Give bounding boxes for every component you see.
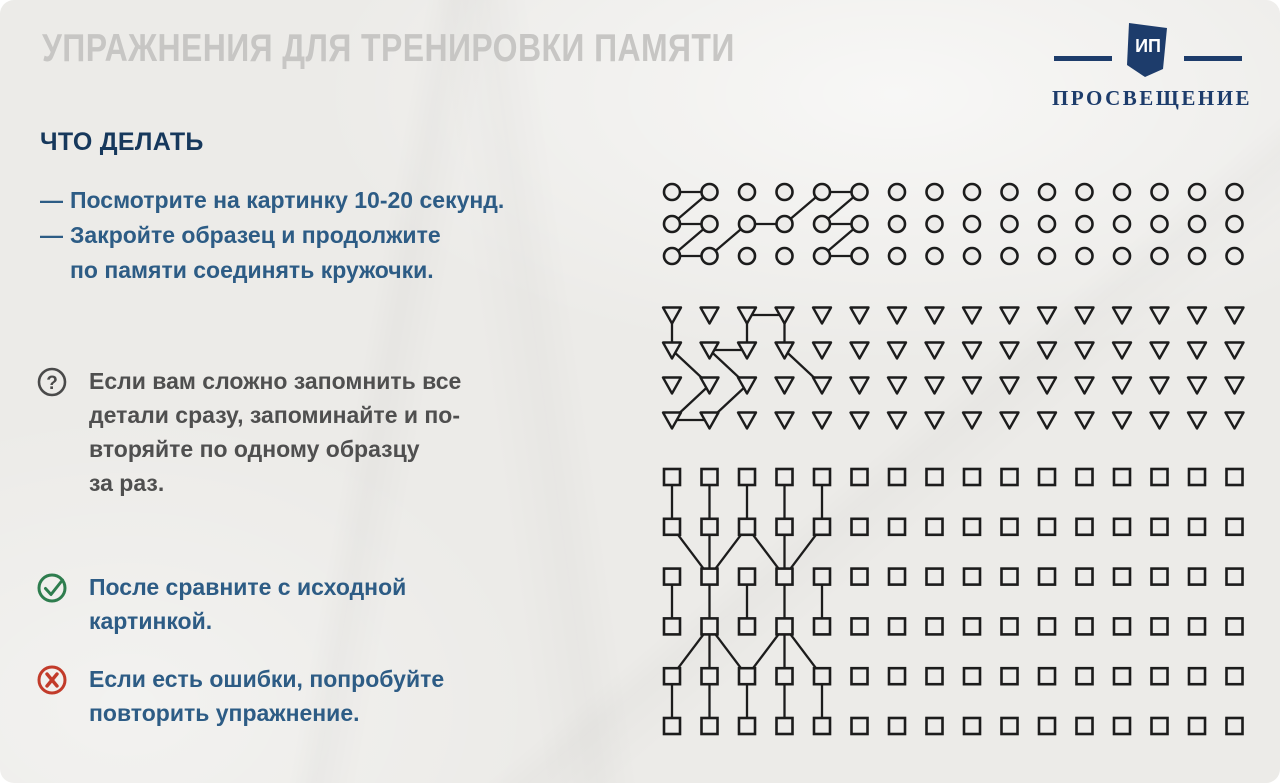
- bullet-dash: —: [40, 222, 63, 248]
- squares-grid: [652, 460, 1255, 742]
- bullet-text: Посмотрите на картинку 10-20 секунд.: [70, 187, 505, 213]
- instruction-bullet: [40, 218, 504, 288]
- bullet-list: [40, 183, 504, 288]
- triangles-grid: [652, 300, 1255, 436]
- connection-lines: [672, 192, 860, 256]
- check-icon: [36, 571, 69, 605]
- tip-question: [36, 364, 461, 500]
- svg-text:?: ?: [46, 373, 58, 394]
- instruction-bullet: [40, 183, 504, 218]
- connection-lines: [672, 315, 822, 420]
- tip-text: После сравните с исходной картинкой.: [89, 574, 407, 634]
- section-heading: ЧТО ДЕЛАТЬ: [40, 128, 204, 156]
- question-icon: [36, 365, 69, 399]
- shape-grid: [663, 308, 1244, 429]
- tip-check: [36, 570, 406, 638]
- bullet-dash: —: [40, 187, 63, 213]
- publisher-emblem-icon: [1052, 20, 1244, 78]
- bullet-text: Закройте образец и продолжите по памяти соединять кружочки.: [70, 222, 441, 283]
- tip-text: Если вам сложно запомнить все детали сразу, запоминайте и по- вторяйте по одному образцу за раз.: [89, 368, 462, 496]
- cross-icon: [36, 663, 69, 697]
- shape-grid: [664, 184, 1243, 264]
- publisher-logo: [1052, 20, 1253, 111]
- page-title: УПРАЖНЕНИЯ ДЛЯ ТРЕНИРОВКИ ПАМЯТИ: [42, 27, 735, 70]
- shape-grid: [664, 469, 1243, 734]
- publisher-monogram: ИП: [1135, 36, 1161, 56]
- tip-cross: [36, 662, 444, 730]
- publisher-name: ПРОСВЕЩЕНИЕ: [1052, 86, 1253, 110]
- circles-grid: [652, 174, 1255, 272]
- tip-text: Если есть ошибки, попробуйте повторить упражнение.: [89, 666, 445, 726]
- connection-lines: [672, 477, 822, 726]
